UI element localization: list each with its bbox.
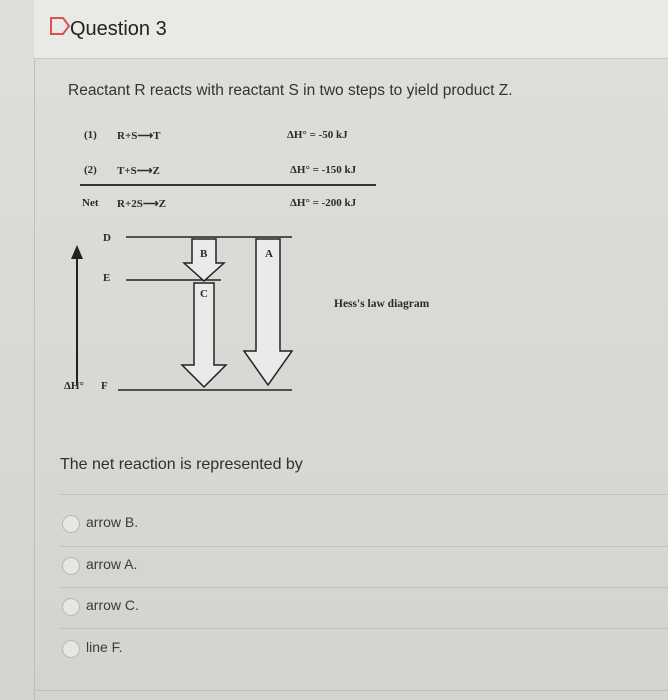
arrow-a-label: A	[265, 248, 273, 260]
level-f-label: F	[101, 380, 108, 392]
equation-1-label: (1)	[84, 129, 97, 141]
radio-button[interactable]	[62, 557, 80, 575]
option-label: arrow B.	[86, 514, 139, 530]
equation-divider	[80, 184, 376, 186]
option-label: arrow A.	[86, 556, 138, 572]
arrow-b	[184, 239, 224, 281]
equation-2-reaction: T+S⟶Z	[117, 165, 160, 177]
arrow-a	[244, 239, 292, 385]
radio-button[interactable]	[62, 515, 80, 533]
option-divider	[60, 628, 668, 629]
level-d-label: D	[103, 232, 111, 244]
flag-icon[interactable]	[48, 14, 72, 38]
left-border	[34, 0, 35, 700]
enthalpy-axis-label: ΔH°	[64, 380, 84, 392]
equation-1-enthalpy: ΔH° = -50 kJ	[287, 129, 348, 141]
arrow-b-label: B	[200, 248, 208, 260]
level-e-label: E	[103, 272, 111, 284]
question-title: Question 3	[70, 18, 167, 40]
option-label: arrow C.	[86, 597, 139, 613]
option-divider	[60, 546, 668, 547]
diagram-caption: Hess's law diagram	[334, 298, 430, 310]
answer-prompt: The net reaction is represented by	[60, 456, 303, 473]
equation-1-reaction: R+S⟶T	[117, 130, 161, 142]
equation-2-enthalpy: ΔH° = -150 kJ	[290, 164, 357, 176]
equation-2-label: (2)	[84, 164, 97, 176]
net-equation-enthalpy: ΔH° = -200 kJ	[290, 197, 357, 209]
net-equation-reaction: R+2S⟶Z	[117, 198, 166, 210]
option-label: line F.	[86, 639, 123, 655]
bottom-border	[34, 690, 668, 691]
enthalpy-axis-arrowhead	[71, 245, 83, 259]
question-text: Reactant R reacts with reactant S in two steps to yield product Z.	[68, 82, 513, 99]
arrow-c-label: C	[200, 288, 208, 300]
radio-button[interactable]	[62, 598, 80, 616]
option-divider	[60, 587, 668, 588]
options-top-divider	[60, 494, 668, 495]
radio-button[interactable]	[62, 640, 80, 658]
net-equation-label: Net	[82, 197, 99, 209]
